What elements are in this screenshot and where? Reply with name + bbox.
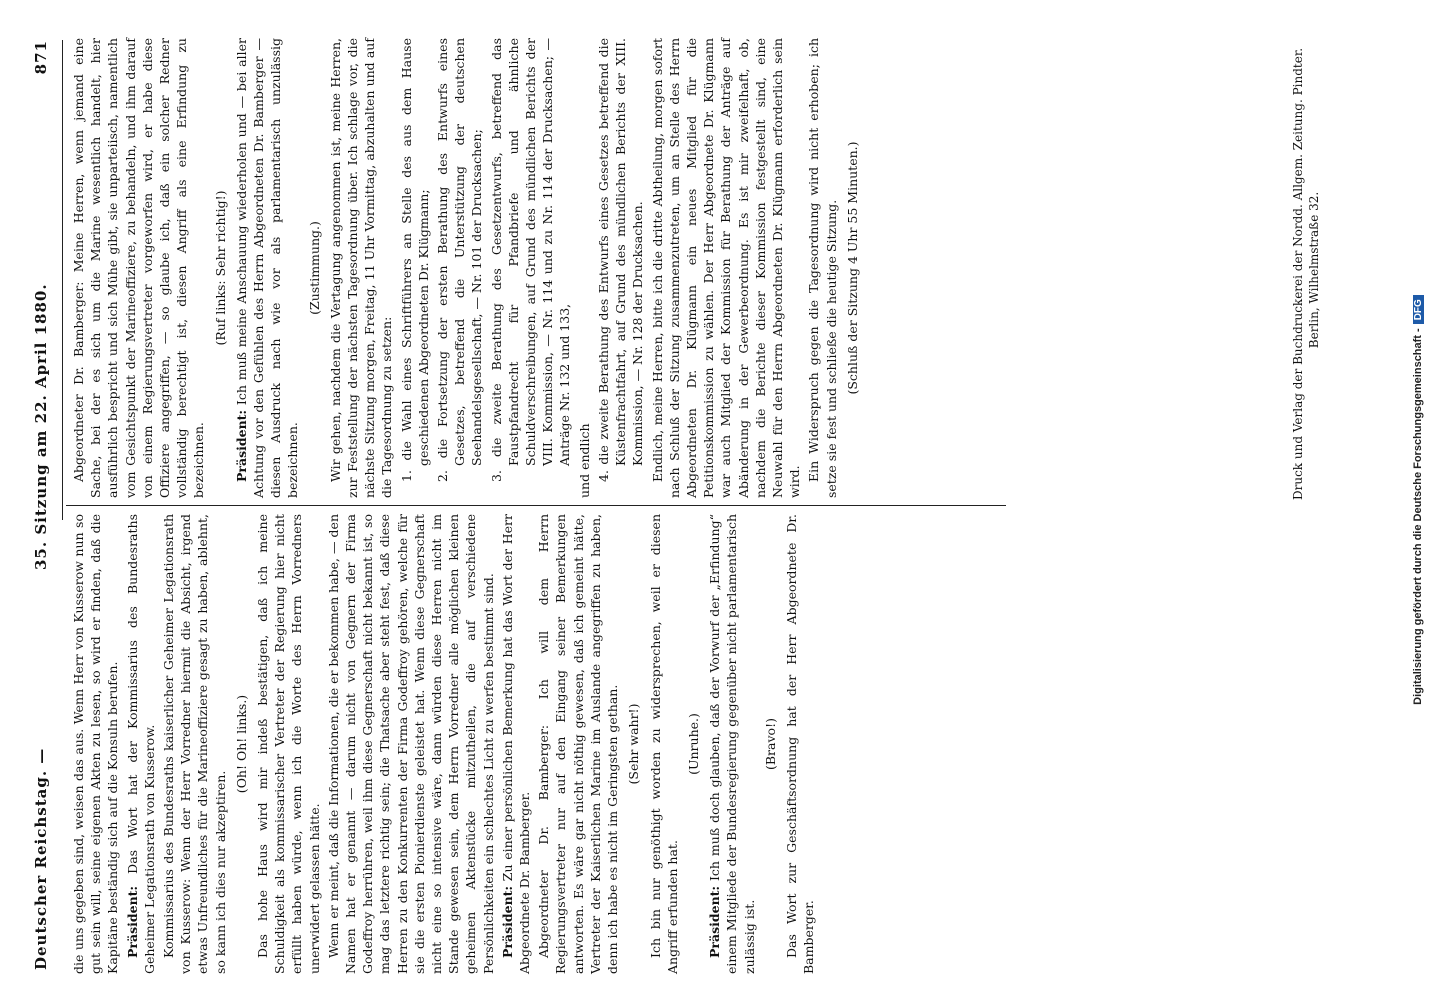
- speaker-label: Präsident:: [124, 885, 140, 958]
- paragraph-text: Wir gehen, nachdem die Vertagung angenommen ist, meine Herren, zur Feststellung der nächsten Tagesordnung über. Ich schlage vor, die nächste Sitzung morgen, Freitag, 11 Uhr Vormittag, abzuhalten und auf die Tagesordnung zu setzen:: [327, 38, 395, 498]
- header-session: 35. Sitzung am 22. April 1880.: [32, 283, 50, 570]
- paragraph-text: und endlich: [576, 423, 592, 498]
- paragraph-text: (Sehr wahr!): [626, 703, 642, 785]
- agenda-item: [398, 38, 432, 498]
- paragraph: [325, 514, 497, 974]
- right-column: [70, 38, 860, 498]
- paragraph-text: (Schluß der Sitzung 4 Uhr 55 Minuten.): [844, 141, 860, 395]
- imprint-line-2: Berlin, Wilhelmstraße 32.: [1307, 191, 1321, 349]
- imprint: [1290, 40, 1322, 500]
- paragraph: [254, 514, 323, 974]
- interjection: [844, 38, 861, 498]
- digitization-text: Digitalisierung gefördert durch die Deutsche Forschungsgemeinschaft -: [1412, 328, 1424, 705]
- interjection: [625, 514, 642, 974]
- agenda-item: [595, 38, 647, 498]
- paragraph-text: Wenn er meint, daß die Informationen, die er bekommen habe, — den Namen hat er genannt — darum nicht von Gegnern der Firma Godeffroy herrühren, weil ihm diese Gegnerschaft nicht bekannt ist, so mag das letztere richtig sein; die Thatsache aber steht fest, daß diese Herren zu den Konkurrenten der Firma Godeffroy gehören, welche für sie die ersten Pionierdienste geleistet hat. Wenn diese Gegnerschaft nicht eine so intensive wäre, dann würden diese Herren nicht im Stande gewesen sein, dem Herrn Vorredner alle möglichen kleinen geheimen Aktenstücke mitzutheilen, die auf verschiedene Persönlichkeiten ein schlechtes Licht zu werfen bestimmt sind.: [325, 514, 496, 974]
- paragraph-text: (Unruhe.): [685, 713, 701, 775]
- paragraph-text: (Ruf links: Sehr richtig!): [212, 190, 228, 346]
- paragraph: [805, 38, 839, 498]
- paragraph: [647, 514, 681, 974]
- left-column: [70, 514, 1000, 974]
- paragraph-text: Ich bin nur genöthigt worden zu widersprechen, weil er diesen Angriff erfunden hat.: [647, 514, 680, 974]
- paragraph: [124, 514, 158, 974]
- page-header: [32, 40, 58, 970]
- paragraph: [499, 514, 533, 974]
- interjection: [212, 38, 229, 498]
- speaker-label: Präsident:: [707, 885, 723, 958]
- header-left: Deutscher Reichstag. —: [32, 747, 50, 970]
- paragraph-text: Das Wort zur Geschäftsordnung hat der Herr Abgeordnete Dr. Bamberger.: [783, 514, 817, 974]
- paragraph: [70, 514, 122, 974]
- agenda-item: [434, 38, 486, 498]
- paragraph: [535, 514, 621, 974]
- paragraph-text: Ein Widerspruch gegen die Tagesordnung wird nicht erhoben; ich setze sie fest und schließe die heutige Sitzung.: [806, 38, 839, 498]
- paragraph-text: Ich muß meine Anschauung wiederholen und — bei aller Achtung vor den Gefühlen des Herrn Abgeordneten Dr. Bamberger — diesen Ausdruck nach wie vor als parlamentarisch unzulässig bezeichnen.: [233, 38, 301, 498]
- column-divider: [66, 505, 1006, 506]
- paragraph-text: Abgeordneter Dr. Bamberger: Meine Herren, wenn jemand eine Sache, bei der es sich um die Marine wesentlich handelt, hier ausführlich bespricht und sich Mühe gibt, sie unparteiisch, namentlich vom Gesichtspunkt der Marineoffiziere, zu behandeln, und ihm darauf von einem Regierungsvertreter vorgeworfen wird, er habe diese Offiziere angegriffen, — so glaube ich, daß ein solcher Redner vollständig berechtigt ist, diesen Angriff als eine Erfindung zu bezeichnen.: [71, 38, 207, 498]
- paragraph: [233, 38, 302, 498]
- dfg-logo: DFG: [1413, 295, 1424, 324]
- paragraph: [160, 514, 229, 974]
- speaker-label: Präsident:: [233, 409, 249, 482]
- paragraph: [783, 514, 817, 974]
- paragraph-text: Zu einer persönlichen Bemerkung hat das Wort der Herr Abgeordnete Dr. Bamberger.: [499, 514, 533, 974]
- header-rule: [62, 40, 63, 520]
- paragraph-text: 1. die Wahl eines Schriftführers an Stelle des aus dem Hause geschiedenen Abgeordneten Dr. Klügmann;: [398, 38, 431, 482]
- paragraph-text: (Zustimmung.): [306, 221, 322, 315]
- paragraph: [70, 38, 208, 498]
- page-number: 871: [32, 40, 50, 75]
- paragraph-text: Das Wort hat der Kommissarius des Bundesraths Geheimer Legationsrath von Kusserow.: [124, 514, 157, 974]
- paragraph-text: Das hohe Haus wird mir indeß bestätigen, daß ich meine Schuldigkeit als kommissarischer Vertreter der Regierung hier nicht erfüllt haben würde, wenn ich die Worte des Herrn Vorredners unerwidert gelassen hätte.: [255, 514, 322, 974]
- paragraph-text: (Oh! Oh! links.): [233, 694, 249, 794]
- paragraph: [327, 38, 396, 498]
- digitization-note: [1412, 0, 1424, 1000]
- paragraph: [576, 38, 593, 498]
- paragraph-text: die uns gegeben sind, weisen das aus. Wenn Herr von Kusserow nun so gut sein will, seine eigenen Akten zu lesen, so wird er finden, daß die Kapitäne beständig sich auf die Konsuln berufen.: [71, 514, 121, 974]
- paragraph-text: Abgeordneter Dr. Bamberger: Ich will dem Herrn Regierungsvertreter nur auf den Eingang seiner Bemerkungen antworten. Es wäre gar nicht nöthig gewesen, daß ich gemeint hätte, Vertreter der Kaiserlichen Marine im Auslande angegriffen zu haben, denn ich habe es nicht im Geringsten gethan.: [536, 514, 621, 974]
- paragraph: [706, 514, 758, 974]
- paragraph-text: 3. die zweite Berathung des Gesetzentwurfs, betreffend das Faustpfandrecht für Pfandbriefe und ähnliche Schuldverschreibungen, auf Grund des mündlichen Berichts der VIII. Kommission, — Nr. 114 und zu Nr. 114 der Drucksachen; — Anträge Nr. 132 und 133,: [488, 38, 573, 482]
- paragraph-text: 2. die Fortsetzung der ersten Berathung des Entwurfs eines Gesetzes, betreffend die Unterstützung der deutschen Seehandelsgesellschaft, — Nr. 101 der Drucksachen;: [435, 38, 485, 482]
- paragraph-text: 4. die zweite Berathung des Entwurfs eines Gesetzes betreffend die Küstenfrachtfahrt, auf Grund des mündlichen Berichts der XIII. Kommission, — Nr. 128 der Drucksachen.: [595, 38, 646, 482]
- paragraph-text: Endlich, meine Herren, bitte ich die dritte Abtheilung, morgen sofort nach Schluß der Sitzung zusammenzutreten, um an Stelle des Herrn Abgeordneten Dr. Klügmann ein neues Mitglied für die Petitionskommission zu wählen. Der Herr Abgeordnete Dr. Klügmann war auch Mitglied der Kommission für Berathung der Anträge auf Abänderung in der Gewerbeordnung. Es ist mir zweifelhaft, ob, nachdem die Berichte dieser Kommission festgestellt sind, eine Neuwahl für den Herrn Abgeordneten Dr. Klügmann erforderlich sein wird.: [649, 38, 803, 498]
- paragraph-text: (Bravo!): [762, 718, 778, 770]
- imprint-line-1: Druck und Verlag der Buchdruckerei der Nordd. Allgem. Zeitung. Pindter.: [1291, 47, 1305, 500]
- interjection: [233, 514, 250, 974]
- speaker-label: Präsident:: [499, 885, 515, 958]
- interjection: [685, 514, 702, 974]
- paragraph: [649, 38, 804, 498]
- interjection: [762, 514, 779, 974]
- interjection: [306, 38, 323, 498]
- paragraph-text: Kommissarius des Bundesraths kaiserlicher Geheimer Legationsrath von Kusserow: Wenn der Herr Vorredner hiermit die Absicht, irgend etwas Unfreundliches für die Marineoffiziere gesagt zu haben, ablehnt, so kann ich dies nur akzeptiren.: [161, 514, 228, 974]
- agenda-item: [488, 38, 574, 498]
- paragraph-text: Ich muß doch glauben, daß der Vorwurf der „Erfindung“ einem Mitgliede der Bundesregierung gegenüber nicht parlamentarisch zulässig ist.: [707, 514, 757, 974]
